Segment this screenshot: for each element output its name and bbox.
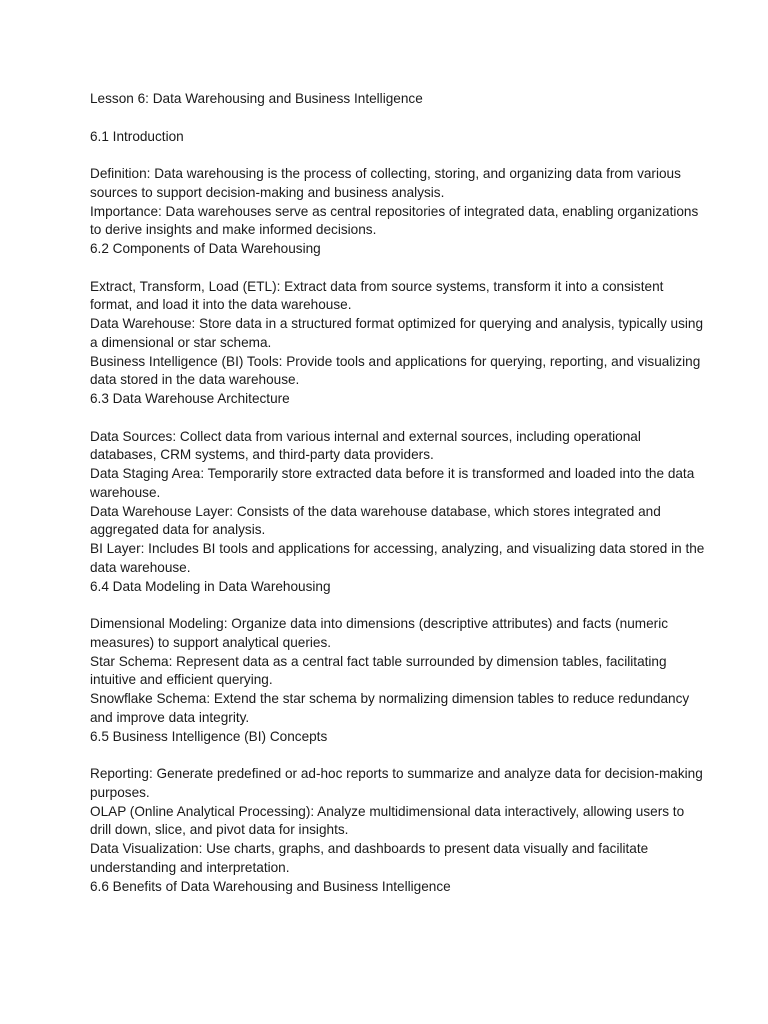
paragraph: Definition: Data warehousing is the process of collecting, storing, and organizing data from various sources to support decision-making and business analysis. [90,166,681,200]
paragraph: Star Schema: Represent data as a central fact table surrounded by dimension tables, facilitating intuitive and efficient querying. [90,653,667,688]
paragraph: Data Warehouse: Store data in a structured format optimized for querying and analysis, typically using a dimensional or star schema. [90,316,704,350]
section-heading: 6.1 Introduction [90,128,184,144]
section-heading: 6.3 Data Warehouse Architecture [90,391,290,406]
paragraph: BI Layer: Includes BI tools and applications for accessing, analyzing, and visualizing data stored in the data warehouse. [90,541,705,575]
paragraph: Data Staging Area: Temporarily store extracted data before it is transformed and loaded into the data warehouse. [90,466,695,500]
paragraph: Extract, Transform, Load (ETL): Extract data from source systems, transform it into a consistent format, and load it into the data warehouse. [90,278,664,313]
paragraph: Data Warehouse Layer: Consists of the data warehouse database, which stores integrated and aggregated data for analysis. [90,503,661,538]
paragraph: Business Intelligence (BI) Tools: Provide tools and applications for querying, reporting, and visualizing data stored in the data warehouse. [90,353,701,388]
section-heading: 6.4 Data Modeling in Data Warehousing [90,578,331,594]
section-heading: 6.2 Components of Data Warehousing [90,241,321,256]
section-6-2 [90,240,708,390]
section-6-4 [90,578,708,728]
section-heading: 6.6 Benefits of Data Warehousing and Business Intelligence [90,878,451,894]
section-6-3 [90,390,708,578]
paragraph: Data Sources: Collect data from various internal and external sources, including operational databases, CRM systems, and third-party data providers. [90,428,641,463]
lesson-title: Lesson 6: Data Warehousing and Business Intelligence [90,91,423,106]
paragraph: Data Visualization: Use charts, graphs, and dashboards to present data visually and facilitate understanding and interpretation. [90,841,649,875]
section-6-5 [90,728,708,878]
paragraph: Importance: Data warehouses serve as central repositories of integrated data, enabling organizations to derive insights and make informed decisions. [90,203,699,238]
section-6-6 [90,878,708,897]
section-heading: 6.5 Business Intelligence (BI) Concepts [90,728,328,744]
paragraph: Snowflake Schema: Extend the star schema by normalizing dimension tables to reduce redundancy and improve data integrity. [90,691,690,725]
paragraph: Reporting: Generate predefined or ad-hoc reports to summarize and analyze data for decision-making purposes. [90,766,703,800]
paragraph: Dimensional Modeling: Organize data into dimensions (descriptive attributes) and facts (numeric measures) to support analytical queries. [90,616,669,650]
paragraph: OLAP (Online Analytical Processing): Analyze multidimensional data interactively, allowing users to drill down, slice, and pivot data for insights. [90,803,685,838]
section-6-1 [90,128,708,241]
